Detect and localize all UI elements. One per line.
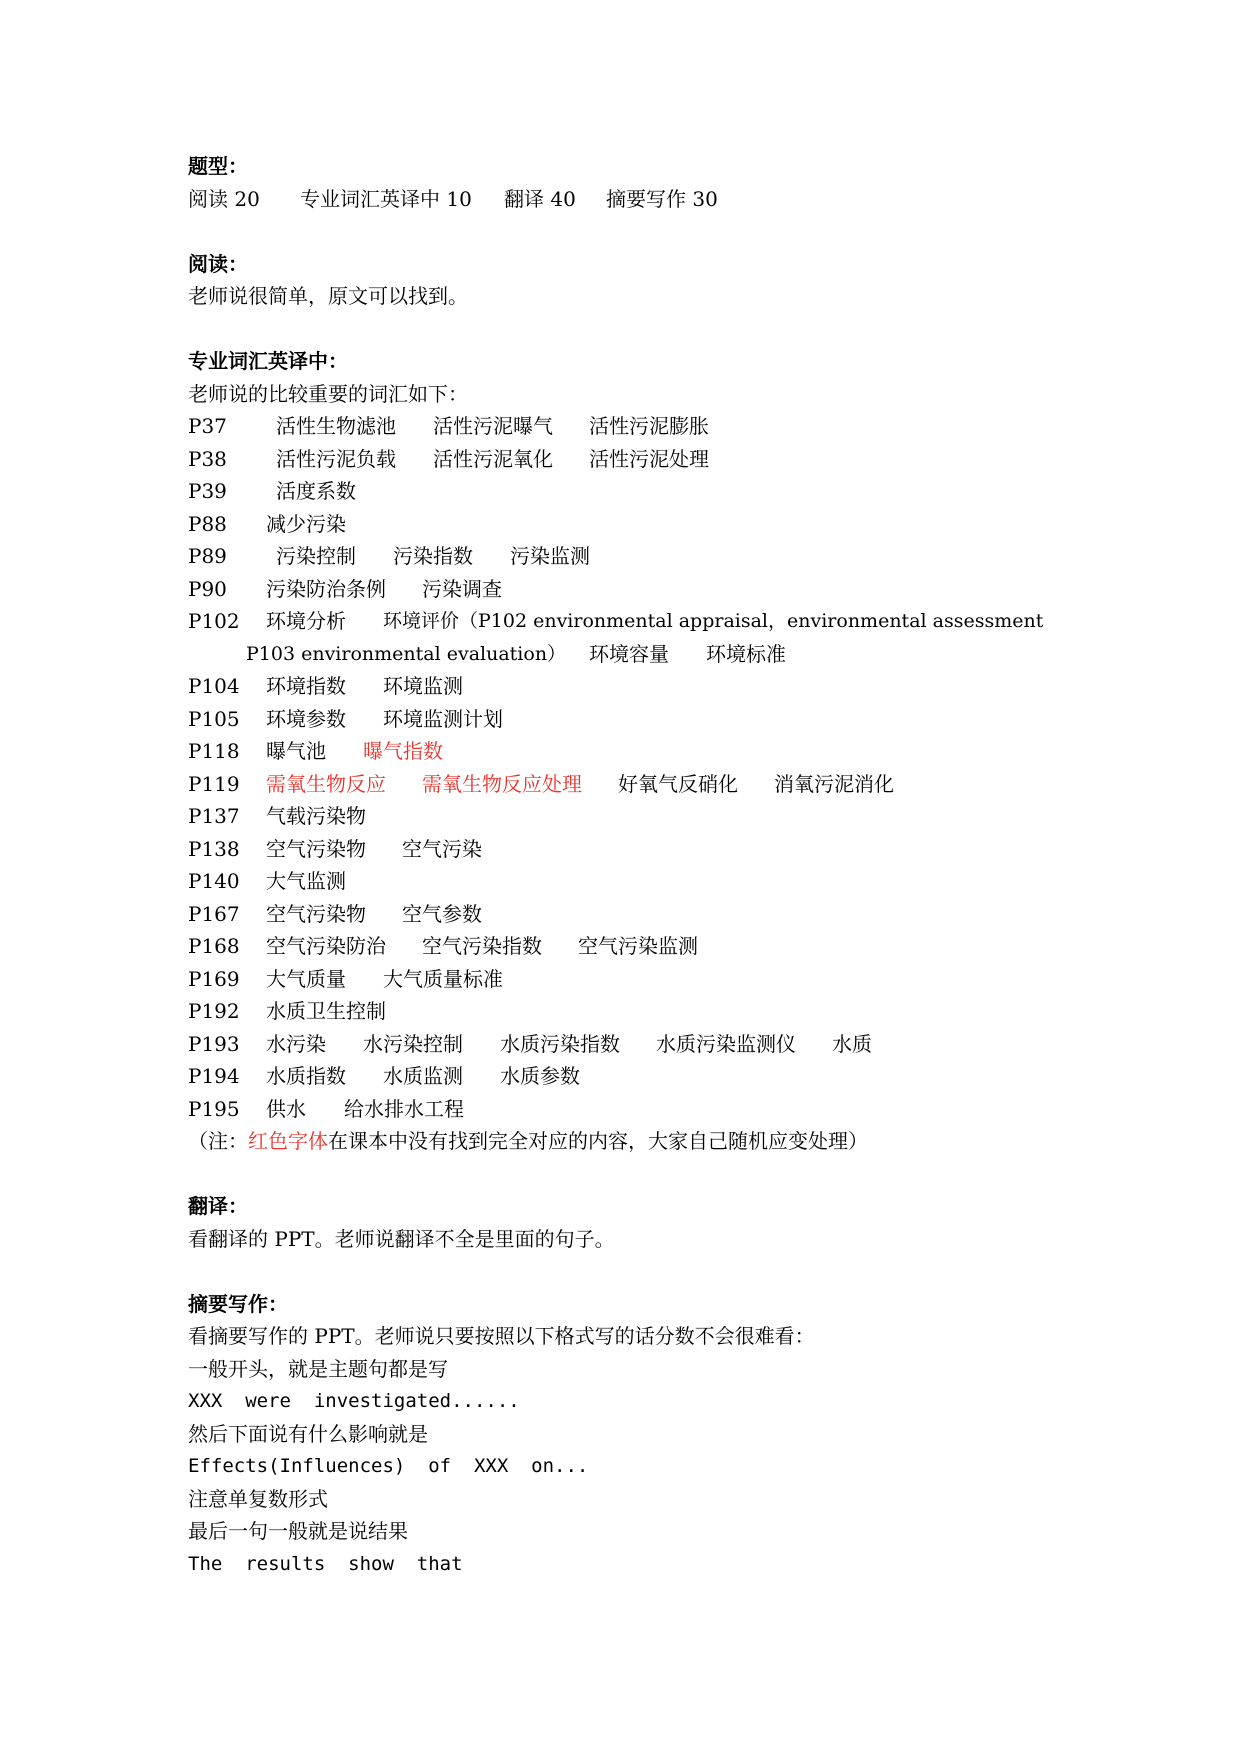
vocab-term: 空气污染监测 <box>578 934 698 958</box>
vocab-term-red: 曝气指数 <box>363 739 443 763</box>
question-type-item: 摘要写作 30 <box>606 186 718 211</box>
vocab-term: 环境监测计划 <box>383 706 503 731</box>
note-prefix: （注： <box>188 1129 248 1153</box>
reading-text: 老师说很简单，原文可以找到。 <box>188 284 468 308</box>
vocab-term: 活性污泥曝气 <box>433 414 553 438</box>
vocab-term: 污染防治条例 <box>266 576 386 601</box>
vocab-term: 空气污染物 <box>266 901 366 926</box>
page-ref: P88 <box>188 511 227 536</box>
vocab-term: 水质卫生控制 <box>266 999 386 1023</box>
page-ref: P167 <box>188 901 240 926</box>
vocab-row <box>188 443 1148 476</box>
vocab-term: 空气污染物 <box>266 836 366 861</box>
abstract-template-line: Effects(Influences) of XXX on... <box>188 1455 589 1477</box>
page-ref: P89 <box>188 544 227 568</box>
page-ref: P195 <box>188 1096 240 1121</box>
note-red-text: 红色字体 <box>248 1129 328 1153</box>
section-heading-reading: 阅读： <box>188 251 248 276</box>
question-type-item: 翻译 40 <box>504 186 576 211</box>
vocab-term: 活性污泥膨胀 <box>589 414 709 438</box>
page-ref: P168 <box>188 934 240 958</box>
abstract-line: 注意单复数形式 <box>188 1486 328 1511</box>
vocab-row <box>188 800 1148 833</box>
vocab-term: 环境容量 <box>589 641 669 666</box>
vocab-term: 好氧气反硝化 <box>618 771 738 796</box>
vocab-row <box>188 670 1148 703</box>
vocab-term: 污染指数 <box>393 544 473 568</box>
vocab-term: 空气污染指数 <box>422 934 542 958</box>
vocab-row <box>188 833 1148 866</box>
abstract-line: 一般开头，就是主题句都是写 <box>188 1356 448 1381</box>
vocab-row <box>188 930 1148 963</box>
vocab-term: 水污染控制 <box>363 1031 463 1056</box>
vocab-term: 消氧污泥消化 <box>774 771 894 796</box>
translation-text: 看翻译的 PPT。老师说翻译不全是里面的句子。 <box>188 1226 615 1251</box>
page-ref: P119 <box>188 771 240 796</box>
vocab-term: 空气污染 <box>402 836 482 861</box>
vocab-row <box>188 508 1148 541</box>
vocab-row <box>188 735 1148 768</box>
vocab-row-continued <box>188 638 1148 671</box>
vocab-row <box>188 1060 1148 1093</box>
vocab-row <box>188 540 1148 573</box>
vocab-term: 水质 <box>832 1031 872 1056</box>
vocab-row <box>188 963 1148 996</box>
page-ref: P169 <box>188 966 240 991</box>
vocab-term: 环境参数 <box>266 706 346 731</box>
vocab-row <box>188 865 1148 898</box>
vocab-row <box>188 703 1148 736</box>
page-ref: P104 <box>188 674 240 698</box>
vocab-term: 曝气池 <box>266 739 326 763</box>
abstract-template-line: The results show that <box>188 1552 463 1575</box>
section-heading-vocabulary: 专业词汇英译中： <box>188 349 348 373</box>
vocab-term: 空气污染防治 <box>266 934 386 958</box>
page-ref: P39 <box>188 479 227 503</box>
vocab-term: 气载污染物 <box>266 804 366 828</box>
page-ref: P194 <box>188 1064 240 1088</box>
vocab-row <box>188 573 1148 606</box>
page-ref: P37 <box>188 414 227 438</box>
vocab-row <box>188 1093 1148 1126</box>
page-ref: P140 <box>188 869 240 893</box>
vocab-term: 大气质量标准 <box>383 966 503 991</box>
vocab-term: 水质污染监测仪 <box>656 1031 796 1056</box>
vocab-term: 水质监测 <box>383 1064 463 1088</box>
abstract-template-line: XXX were investigated...... <box>188 1390 520 1412</box>
vocab-term: 环境监测 <box>383 674 463 698</box>
vocab-term: 污染调查 <box>422 576 502 601</box>
vocabulary-note <box>188 1125 1148 1158</box>
vocab-term: 水质污染指数 <box>500 1031 620 1056</box>
page-ref: P102 <box>188 609 240 633</box>
page-ref: P193 <box>188 1031 240 1056</box>
page-ref: P138 <box>188 836 240 861</box>
page-ref: P38 <box>188 446 227 471</box>
vocab-term: 活性污泥氧化 <box>433 446 553 471</box>
vocab-term: 环境分析 <box>266 609 346 633</box>
vocab-term: 活度系数 <box>276 479 356 503</box>
page-ref: P118 <box>188 739 240 763</box>
vocab-term: P103 environmental evaluation） <box>246 642 567 665</box>
vocab-term: 活性污泥负载 <box>276 446 396 471</box>
page-ref: P137 <box>188 804 240 828</box>
vocab-term: 水质指数 <box>266 1064 346 1088</box>
vocab-term: 环境标准 <box>706 641 786 666</box>
vocab-term: 环境指数 <box>266 674 346 698</box>
page-ref: P192 <box>188 999 240 1023</box>
note-suffix: 在课本中没有找到完全对应的内容，大家自己随机应变处理） <box>328 1129 868 1153</box>
vocab-term: 供水 <box>266 1096 306 1121</box>
vocab-term: 空气参数 <box>402 901 482 926</box>
vocab-term-red: 需氧生物反应 <box>266 771 386 796</box>
vocab-term: 污染控制 <box>276 544 356 568</box>
vocab-row <box>188 605 1148 638</box>
page-ref: P90 <box>188 576 227 601</box>
page-ref: P105 <box>188 706 240 731</box>
vocab-term: 给水排水工程 <box>344 1096 464 1121</box>
vocab-term: 大气监测 <box>266 869 346 893</box>
abstract-line: 然后下面说有什么影响就是 <box>188 1421 428 1446</box>
vocab-row <box>188 768 1148 801</box>
question-type-item: 专业词汇英译中 10 <box>300 186 472 211</box>
vocab-row <box>188 475 1148 508</box>
section-heading-question-types: 题型： <box>188 154 248 178</box>
document-page <box>188 150 1148 1580</box>
vocab-term: 水污染 <box>266 1031 326 1056</box>
abstract-line: 看摘要写作的 PPT。老师说只要按照以下格式写的话分数不会很难看： <box>188 1324 815 1348</box>
vocab-row <box>188 410 1148 443</box>
vocab-term: 减少污染 <box>266 511 346 536</box>
vocab-term-red: 需氧生物反应处理 <box>422 771 582 796</box>
vocab-row <box>188 1028 1148 1061</box>
vocabulary-intro: 老师说的比较重要的词汇如下： <box>188 381 468 406</box>
question-types-line <box>188 183 1148 216</box>
vocab-row <box>188 898 1148 931</box>
section-heading-abstract: 摘要写作： <box>188 1291 288 1316</box>
abstract-line: 最后一句一般就是说结果 <box>188 1519 408 1543</box>
vocab-term: 环境评价（P102 environmental appraisal，environmental assessment <box>383 610 1044 632</box>
section-heading-translation: 翻译： <box>188 1194 248 1218</box>
vocab-term: 污染监测 <box>510 544 590 568</box>
vocab-term: 活性污泥处理 <box>589 446 709 471</box>
question-type-item: 阅读 20 <box>188 186 260 211</box>
vocab-row <box>188 995 1148 1028</box>
vocab-term: 活性生物滤池 <box>276 414 396 438</box>
vocab-term: 大气质量 <box>266 966 346 991</box>
vocab-term: 水质参数 <box>500 1064 580 1088</box>
